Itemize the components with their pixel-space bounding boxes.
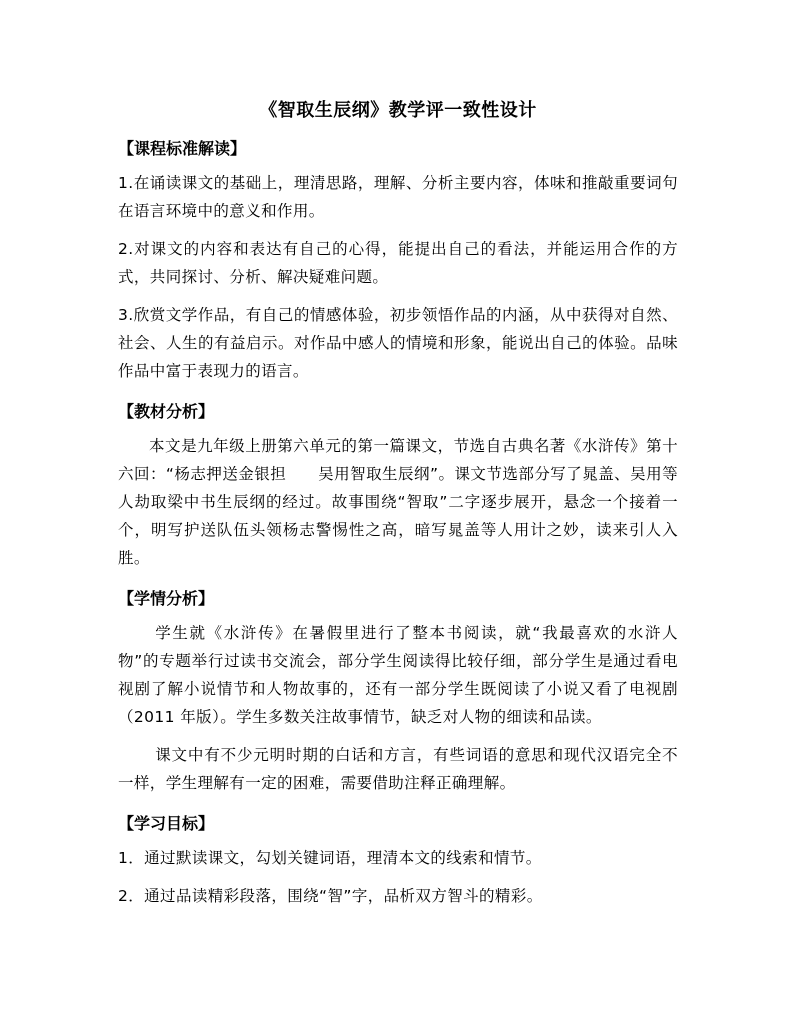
curriculum-item-2: 2.对课文的内容和表达有自己的心得，能提出自己的看法，并能运用合作的方式，共同探讨、分析、解决疑难问题。 [118, 240, 678, 286]
student-analysis-paragraph-1: 学生就《水浒传》在暑假里进行了整本书阅读，就“我最喜欢的水浒人物”的专题举行过读书交流会，部分学生阅读得比较仔细，部分学生是通过看电视剧了解小说情节和人物故事的，还有一部分学生既阅读了小说又看了电视剧（2011 年版）。学生多数关注故事情节，缺乏对人物的细读和品读。 [118, 624, 678, 726]
document-page [118, 96, 678, 920]
document-title: 《智取生辰纲》教学评一致性设计 [259, 100, 537, 121]
textbook-analysis-paragraph: 本文是九年级上册第六单元的第一篇课文，节选自古典名著《水浒传》第十六回：“杨志押送金银担 吴用智取生辰纲”。课文节选部分写了晁盖、吴用等人劫取梁中书生辰纲的经过。故事围绕“智取”二字逐步展开，悬念一个接着一个，明写护送队伍头领杨志警惕性之高，暗写晁盖等人用计之妙，读来引人入胜。 [118, 437, 678, 567]
learning-objective-2: 2．通过品读精彩段落，围绕“智”字，品析双方智斗的精彩。 [118, 887, 543, 905]
student-analysis-paragraph-2: 课文中有不少元明时期的白话和方言，有些词语的意思和现代汉语完全不一样，学生理解有一定的困难，需要借助注释正确理解。 [118, 746, 678, 792]
curriculum-heading: 【课程标准解读】 [118, 139, 247, 158]
student-analysis-heading: 【学情分析】 [118, 589, 215, 608]
learning-objectives-heading: 【学习目标】 [118, 814, 215, 833]
curriculum-item-3: 3.欣赏文学作品，有自己的情感体验，初步领悟作品的内涵，从中获得对自然、社会、人生的有益启示。对作品中感人的情境和形象，能说出自己的体验。品味作品中富于表现力的语言。 [118, 306, 678, 380]
curriculum-item-1: 1.在诵读课文的基础上，理清思路，理解、分析主要内容，体味和推敲重要词句在语言环境中的意义和作用。 [118, 174, 678, 220]
textbook-analysis-heading: 【教材分析】 [118, 402, 215, 421]
learning-objective-1: 1．通过默读课文，勾划关键词语，理清本文的线索和情节。 [118, 849, 542, 867]
